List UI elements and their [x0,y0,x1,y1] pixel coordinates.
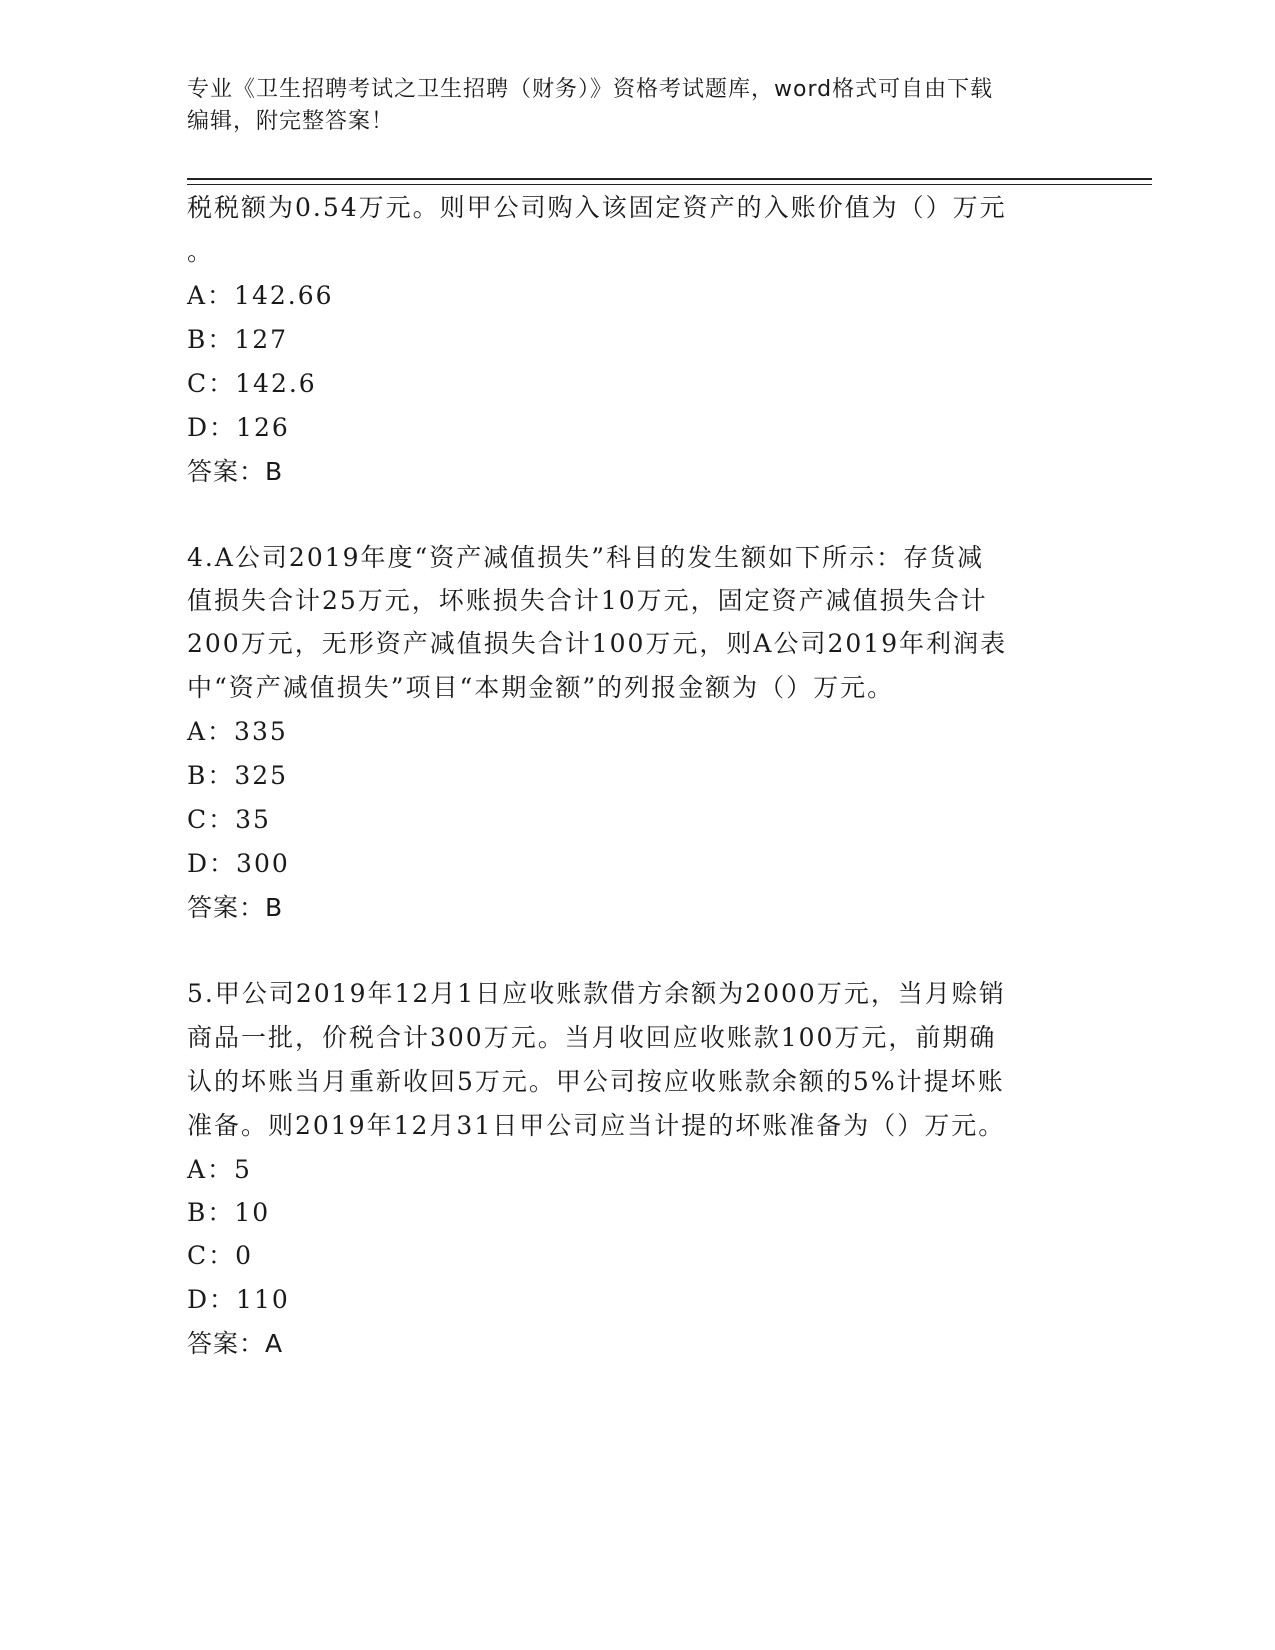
question-3-option-d: D：126 [187,413,290,442]
question-5-text-line-3: 认的坏账当月重新收回5万元。甲公司按应收账款余额的5%计提坏账 [187,1067,1005,1096]
question-5-option-c: C：0 [187,1241,254,1270]
question-5-option-b: B：10 [187,1198,271,1227]
header-line-2: 编辑，附完整答案！ [187,109,395,134]
question-3-text-line-1: 税税额为0.54万元。则甲公司购入该固定资产的入账价值为（）万元 [187,193,1007,222]
question-5-option-a: A：5 [187,1155,252,1184]
question-5-text-line-2: 商品一批，价税合计300万元。当月收回应收账款100万元，前期确 [187,1023,997,1052]
header-line-1: 专业《卫生招聘考试之卫生招聘（财务）》资格考试题库，word格式可自由下载 [187,77,994,102]
question-4-text-line-3: 200万元，无形资产减值损失合计100万元，则A公司2019年利润表 [187,629,1008,658]
question-4-option-b: B：325 [187,761,289,790]
question-5-text-line-1: 5.甲公司2019年12月1日应收账款借方余额为2000万元，当月赊销 [187,979,1006,1008]
question-5-text-line-4: 准备。则2019年12月31日甲公司应当计提的坏账准备为（）万元。 [187,1111,1006,1140]
question-3-text-line-2: 。 [187,237,215,266]
question-4-answer: 答案：B [187,893,284,922]
question-4-option-c: C：35 [187,805,271,834]
question-5-answer: 答案：A [187,1329,284,1358]
question-3-option-b: B：127 [187,325,289,354]
question-4-text-line-1: 4.A公司2019年度“资产减值损失”科目的发生额如下所示：存货减 [187,543,985,572]
question-3-answer: 答案：B [187,457,284,486]
question-4-option-d: D：300 [187,849,290,878]
question-4-option-a: A：335 [187,717,288,746]
question-4-text-line-4: 中“资产减值损失”项目“本期金额”的列报金额为（）万元。 [187,673,895,702]
question-5-option-d: D：110 [187,1285,290,1314]
header-divider-thick [187,178,1152,180]
question-3-option-c: C：142.6 [187,369,317,398]
question-4-text-line-2: 值损失合计25万元，坏账损失合计10万元，固定资产减值损失合计 [187,586,988,615]
document-header [187,74,1067,138]
header-divider-thin [187,184,1152,185]
question-3-option-a: A：142.66 [187,281,334,310]
